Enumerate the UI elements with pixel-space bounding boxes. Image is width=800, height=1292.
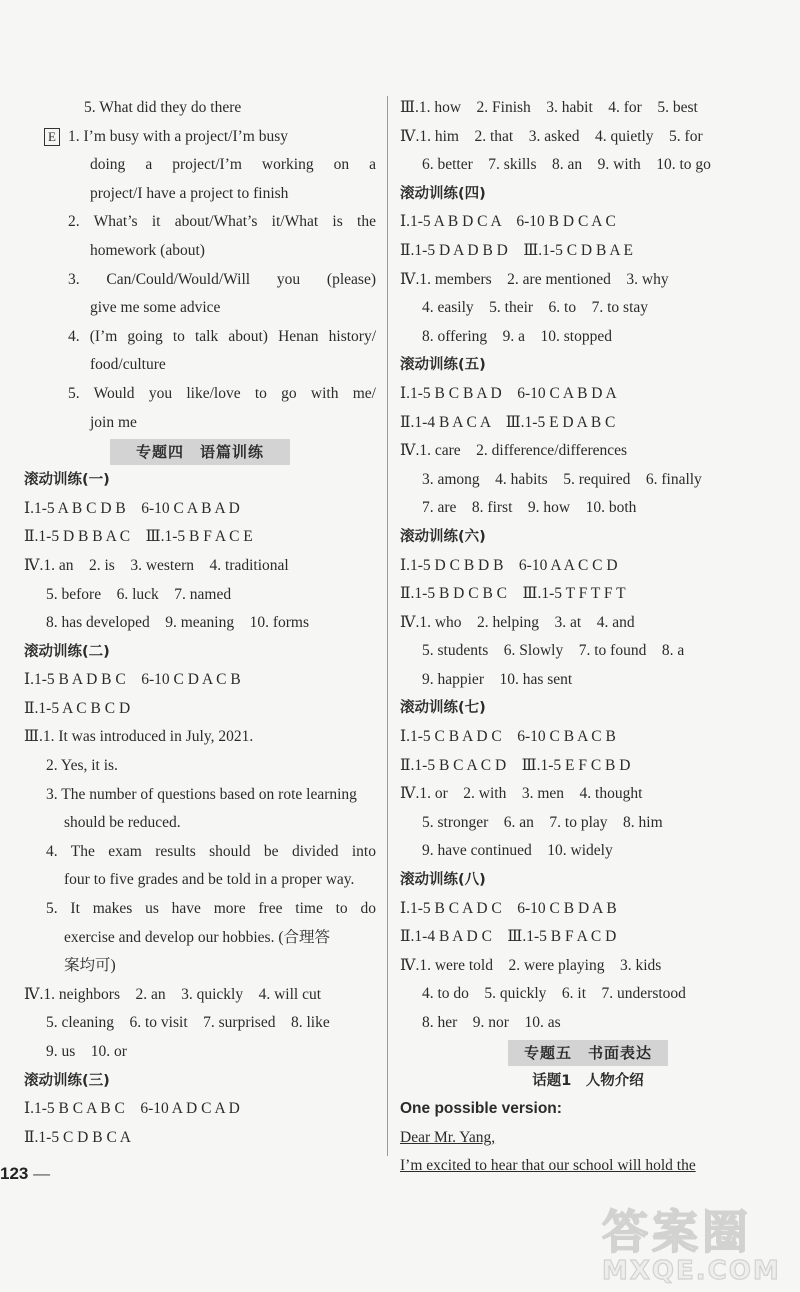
- answer-line: food/culture: [90, 356, 166, 374]
- answer-line: Ⅱ.1-4 B A D C Ⅲ.1-5 B F A C D: [400, 928, 617, 946]
- answer-line: Ⅱ.1-5 D A D B D Ⅲ.1-5 C D B A E: [400, 241, 634, 259]
- answer-line: Ⅳ.1. or 2. with 3. men 4. thought: [400, 785, 643, 803]
- section-banner: 专题四 语篇训练: [110, 439, 290, 465]
- section-heading: 滚动训练(四): [400, 185, 486, 202]
- answer-line: 4. (I’m going to talk about) Henan history/: [68, 327, 376, 345]
- answer-line: 3. Can/Could/Would/Will you (please): [68, 270, 376, 288]
- section-heading: 滚动训练(六): [400, 528, 486, 545]
- section-heading: 滚动训练(八): [400, 872, 486, 889]
- answer-line: 5. students 6. Slowly 7. to found 8. a: [422, 642, 685, 660]
- answer-line: 7. are 8. first 9. how 10. both: [422, 499, 637, 517]
- section-heading: 滚动训练(一): [24, 472, 110, 489]
- answer-line: 3. among 4. habits 5. required 6. finally: [422, 470, 702, 488]
- answer-line: I’m excited to hear that our school will hold the: [400, 1157, 696, 1175]
- answer-line: Ⅰ.1-5 B C A B C 6-10 A D C A D: [24, 1100, 240, 1118]
- answer-line: Ⅰ.1-5 B C A D C 6-10 C B D A B: [400, 899, 617, 917]
- answer-line: 4. easily 5. their 6. to 7. to stay: [422, 299, 649, 317]
- answer-line: 8. has developed 9. meaning 10. forms: [46, 614, 310, 632]
- section-banner: 专题五 书面表达: [508, 1040, 668, 1066]
- section-heading: 滚动训练(七): [400, 700, 486, 717]
- answer-line: give me some advice: [90, 299, 221, 317]
- answer-line: 2. Yes, it is.: [46, 757, 118, 775]
- answer-text: 1. I’m busy with a project/I’m busy: [68, 127, 288, 145]
- answer-line: Ⅰ.1-5 A B C D B 6-10 C A B A D: [24, 499, 240, 517]
- answer-line: Ⅳ.1. neighbors 2. an 3. quickly 4. will cut: [24, 985, 322, 1003]
- answer-line: 9. happier 10. has sent: [422, 670, 573, 688]
- answer-line: 8. her 9. nor 10. as: [422, 1014, 561, 1031]
- right-column: [400, 94, 776, 1181]
- answer-line: Ⅳ.1. care 2. difference/differences: [400, 442, 628, 460]
- answer-line: 9. us 10. or: [46, 1043, 127, 1060]
- answer-line: Ⅱ.1-5 C D B C A: [24, 1128, 131, 1146]
- answer-line: Ⅰ.1-5 C B A D C 6-10 C B A C B: [400, 728, 616, 746]
- answer-line: 5. What did they do there: [84, 99, 242, 116]
- answer-line: 5. before 6. luck 7. named: [46, 585, 232, 603]
- section-heading: 滚动训练(五): [400, 357, 486, 374]
- answer-line: One possible version:: [400, 1100, 562, 1118]
- answer-line: four to five grades and be told in a proper way.: [64, 871, 355, 889]
- answer-line: 3. The number of questions based on rote learning: [46, 785, 357, 803]
- answer-line: 5. stronger 6. an 7. to play 8. him: [422, 813, 663, 831]
- answer-line: exercise and develop our hobbies. (合理答: [64, 928, 331, 946]
- answer-line: Ⅲ.1. It was introduced in July, 2021.: [24, 728, 254, 746]
- answer-line: homework (about): [90, 241, 205, 259]
- answer-line: Ⅰ.1-5 A B D C A 6-10 B D C A C: [400, 213, 616, 231]
- page-number: 123 —: [0, 1164, 51, 1183]
- answer-line: Ⅳ.1. were told 2. were playing 3. kids: [400, 956, 662, 974]
- answer-line: Ⅳ.1. members 2. are mentioned 3. why: [400, 270, 669, 288]
- answer-line: 5. It makes us have more free time to do: [46, 900, 376, 918]
- answer-line: 5. cleaning 6. to visit 7. surprised 8. like: [46, 1014, 330, 1032]
- section-heading: 滚动训练(二): [24, 643, 110, 660]
- section-letter-box: E: [44, 128, 60, 146]
- answer-line: Ⅳ.1. him 2. that 3. asked 4. quietly 5. for: [400, 127, 703, 145]
- answer-line: Dear Mr. Yang,: [400, 1128, 496, 1146]
- answer-line: 5. Would you like/love to go with me/: [68, 384, 376, 402]
- answer-line: Ⅰ.1-5 D C B D B 6-10 A A C C D: [400, 556, 618, 574]
- watermark-logo: 答案圈 MXQE.COM: [602, 1205, 781, 1286]
- answer-line: 案均可): [64, 957, 116, 975]
- answer-line: Ⅱ.1-5 D B B A C Ⅲ.1-5 B F A C E: [24, 528, 253, 546]
- answer-line: 4. The exam results should be divided into: [46, 842, 376, 860]
- answer-line: 4. to do 5. quickly 6. it 7. understood: [422, 985, 686, 1003]
- answer-line: project/I have a project to finish: [90, 184, 289, 202]
- section-heading: 话题1 人物介绍: [532, 1072, 644, 1089]
- answer-line: Ⅲ.1. how 2. Finish 3. habit 4. for 5. best: [400, 99, 698, 116]
- answer-line: [24, 123, 376, 152]
- answer-line: Ⅰ.1-5 B A D B C 6-10 C D A C B: [24, 671, 241, 689]
- answer-line: Ⅱ.1-5 B D C B C Ⅲ.1-5 T F T F T: [400, 585, 626, 603]
- answer-line: join me: [90, 413, 137, 431]
- answer-line: Ⅱ.1-5 A C B C D: [24, 699, 131, 717]
- answer-line: should be reduced.: [64, 814, 181, 832]
- answer-line: Ⅱ.1-5 B C A C D Ⅲ.1-5 E F C B D: [400, 756, 631, 774]
- column-divider: [387, 96, 388, 1156]
- answer-line: Ⅱ.1-4 B A C A Ⅲ.1-5 E D A B C: [400, 413, 616, 431]
- answer-line: 6. better 7. skills 8. an 9. with 10. to go: [422, 156, 711, 174]
- answer-line: doing a project/I’m working on a: [90, 156, 376, 174]
- answer-line: Ⅳ.1. an 2. is 3. western 4. traditional: [24, 556, 289, 574]
- answer-line: 2. What’s it about/What’s it/What is the: [68, 213, 376, 231]
- left-column: [24, 94, 376, 1152]
- answer-line: 9. have continued 10. widely: [422, 842, 613, 860]
- answer-line: Ⅰ.1-5 B C B A D 6-10 C A B D A: [400, 384, 617, 402]
- answer-line: 8. offering 9. a 10. stopped: [422, 327, 612, 345]
- answer-line: Ⅳ.1. who 2. helping 3. at 4. and: [400, 613, 635, 631]
- section-heading: 滚动训练(三): [24, 1072, 110, 1089]
